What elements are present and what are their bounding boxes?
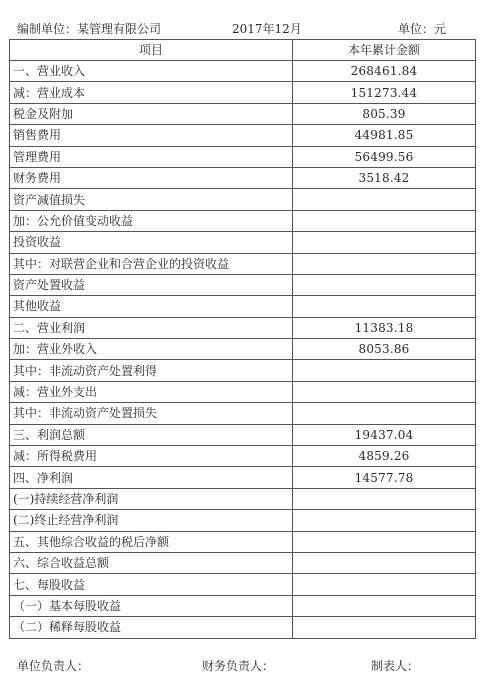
- table-row: [10, 403, 476, 424]
- row-amount: 8053.86: [293, 339, 476, 360]
- row-item-label: 减：营业外支出: [10, 381, 293, 402]
- table-row: [10, 617, 476, 638]
- row-amount: [293, 403, 476, 424]
- row-amount: [293, 274, 476, 295]
- table-row: [10, 210, 476, 231]
- row-item-label: 投资收益: [10, 232, 293, 253]
- table-header-row: [10, 40, 476, 61]
- table-row: [10, 61, 476, 82]
- row-amount: [293, 296, 476, 317]
- table-row: [10, 146, 476, 167]
- finance-head-signature: 财务负责人：: [202, 659, 275, 673]
- table-row: [10, 189, 476, 210]
- row-amount: [293, 531, 476, 552]
- row-item-label: 财务费用: [10, 167, 293, 188]
- row-item-label: 销售费用: [10, 125, 293, 146]
- row-item-label: (二)终止经营净利润: [10, 510, 293, 531]
- table-row: [10, 274, 476, 295]
- row-amount: 805.39: [293, 103, 476, 124]
- row-amount: [293, 552, 476, 573]
- row-item-label: 七、每股收益: [10, 574, 293, 595]
- row-amount: 3518.42: [293, 167, 476, 188]
- row-item-label: 加：营业外收入: [10, 339, 293, 360]
- unit-head-signature: 单位负责人：: [17, 659, 90, 673]
- row-amount: [293, 617, 476, 638]
- row-amount: [293, 595, 476, 616]
- row-item-label: （二）稀释每股收益: [10, 617, 293, 638]
- row-amount: [293, 232, 476, 253]
- row-item-label: 加：公允价值变动收益: [10, 210, 293, 231]
- row-item-label: 管理费用: [10, 146, 293, 167]
- table-row: [10, 232, 476, 253]
- row-amount: [293, 510, 476, 531]
- table-row: [10, 253, 476, 274]
- row-amount: 44981.85: [293, 125, 476, 146]
- row-item-label: 资产减值损失: [10, 189, 293, 210]
- row-item-label: （一）基本每股收益: [10, 595, 293, 616]
- column-header-item: 项目: [10, 40, 293, 61]
- table-row: [10, 103, 476, 124]
- table-row: [10, 552, 476, 573]
- table-row: [10, 381, 476, 402]
- row-item-label: 减：所得税费用: [10, 446, 293, 467]
- row-item-label: 五、其他综合收益的税后净额: [10, 531, 293, 552]
- preparer-unit: 编制单位：某管理有限公司: [17, 22, 162, 36]
- row-amount: 268461.84: [293, 61, 476, 82]
- row-amount: [293, 574, 476, 595]
- column-header-amount: 本年累计金额: [293, 40, 476, 61]
- row-item-label: 其中：非流动资产处置损失: [10, 403, 293, 424]
- row-item-label: 其中：非流动资产处置利得: [10, 360, 293, 381]
- table-row: [10, 360, 476, 381]
- row-item-label: 资产处置收益: [10, 274, 293, 295]
- table-row: [10, 510, 476, 531]
- row-amount: 11383.18: [293, 317, 476, 338]
- table-row: [10, 595, 476, 616]
- row-amount: 14577.78: [293, 467, 476, 488]
- row-item-label: 其中：对联营企业和合营企业的投资收益: [10, 253, 293, 274]
- row-item-label: (一)持续经营净利润: [10, 488, 293, 509]
- row-item-label: 六、综合收益总额: [10, 552, 293, 573]
- row-amount: 19437.04: [293, 424, 476, 445]
- table-row: [10, 296, 476, 317]
- row-item-label: 四、净利润: [10, 467, 293, 488]
- table-row: [10, 167, 476, 188]
- table-row: [10, 531, 476, 552]
- row-item-label: 二、营业利润: [10, 317, 293, 338]
- row-item-label: 三、利润总额: [10, 424, 293, 445]
- preparer-signature: 制表人：: [371, 659, 420, 673]
- row-item-label: 税金及附加: [10, 103, 293, 124]
- row-item-label: 其他收益: [10, 296, 293, 317]
- row-item-label: 减：营业成本: [10, 82, 293, 103]
- table-row: [10, 424, 476, 445]
- income-statement-table: [9, 39, 476, 639]
- table-row: [10, 467, 476, 488]
- row-amount: 4859.26: [293, 446, 476, 467]
- table-row: [10, 339, 476, 360]
- table-row: [10, 317, 476, 338]
- table-row: [10, 488, 476, 509]
- row-amount: [293, 488, 476, 509]
- currency-unit: 单位：元: [398, 22, 447, 36]
- row-amount: 56499.56: [293, 146, 476, 167]
- row-amount: [293, 210, 476, 231]
- row-amount: [293, 253, 476, 274]
- report-period: 2017年12月: [232, 22, 302, 36]
- row-item-label: 一、营业收入: [10, 61, 293, 82]
- row-amount: [293, 381, 476, 402]
- table-body: [10, 61, 476, 639]
- row-amount: [293, 360, 476, 381]
- table-row: [10, 82, 476, 103]
- row-amount: 151273.44: [293, 82, 476, 103]
- table-row: [10, 574, 476, 595]
- row-amount: [293, 189, 476, 210]
- table-row: [10, 446, 476, 467]
- table-row: [10, 125, 476, 146]
